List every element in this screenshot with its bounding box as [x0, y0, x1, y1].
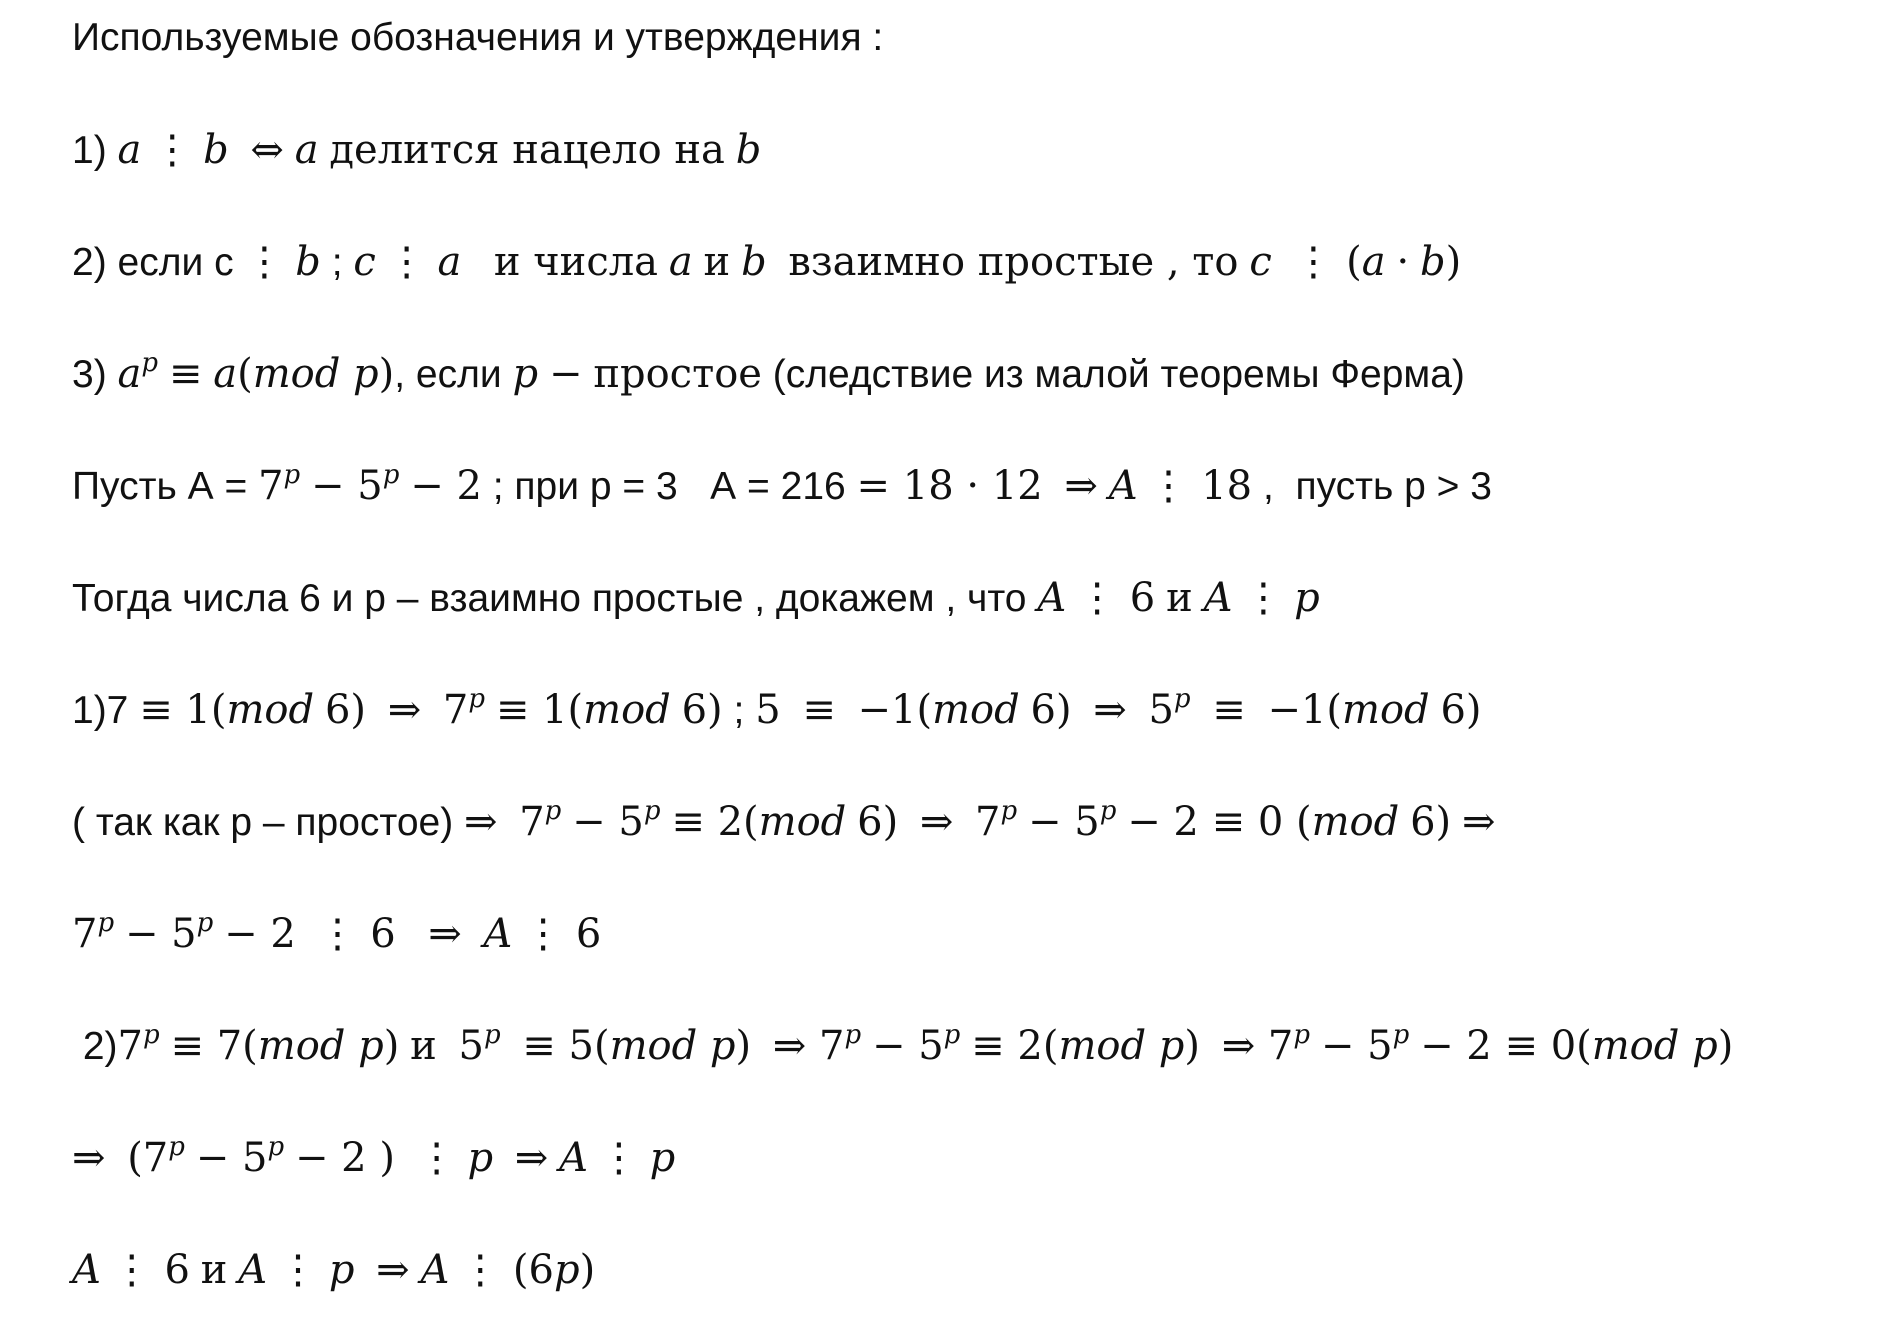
statement-1: 1) a ⋮ b ⇔ a делится нацело на b — [72, 127, 762, 173]
statement-3: 3) $a^p \equiv a(mod$ p), если p − простое (следствие из малой теоремы Ферма) — [72, 348, 1465, 397]
definition-line: Пусть $А = 7^p - 5^p - 2$ ; при р = 3 А = 216 = 18 · 12 ⇒ A ⋮ 18 , пусть р > 3 — [72, 460, 1492, 509]
statement-2: 2) если с ⋮ b ; c ⋮ a и числа a и b взаимно простые , то c ⋮ (a · b) — [72, 239, 1462, 285]
claim-line: Тогда числа 6 и р – взаимно простые , докажем , что A ⋮ 6 и A ⋮ p — [72, 575, 1320, 621]
step-1-line-1: 1)7 ≡ 1(mod 6) ⇒ 7$^p$ ≡ 1(mod 6) ; 5 ≡ −1(mod 6) ⇒ 5$^p$ ≡ −1(mod 6) — [72, 684, 1482, 733]
document-heading: Используемые обозначения и утверждения : — [72, 16, 884, 59]
step-2-line-1: 2)7$^p$ ≡ 7(mod p) и 5$^p$ ≡ 5(mod p) ⇒ $7^p - 5^p \equiv 2(mod$ p) ⇒ $7^p - 5^p - 2 \equiv 0(mod$ p) — [72, 1020, 1734, 1069]
step-1-conclusion: $7^p - 5^p - 2$ ⋮ 6 ⇒ A ⋮ 6 — [72, 908, 602, 957]
step-1-line-2: ( так как р – простое) ⇒ $7^p - 5^p \equiv 2(mod$ 6) ⇒ $7^p - 5^p - 2 \equiv 0$ (mod 6) ⇒ — [72, 796, 1496, 845]
step-2-conclusion: ⇒ ($7^p - 5^p - 2$ ) ⋮ p ⇒ A ⋮ p — [72, 1132, 676, 1181]
final-conclusion: A ⋮ 6 и A ⋮ p ⇒ A ⋮ (6p) — [72, 1247, 596, 1293]
